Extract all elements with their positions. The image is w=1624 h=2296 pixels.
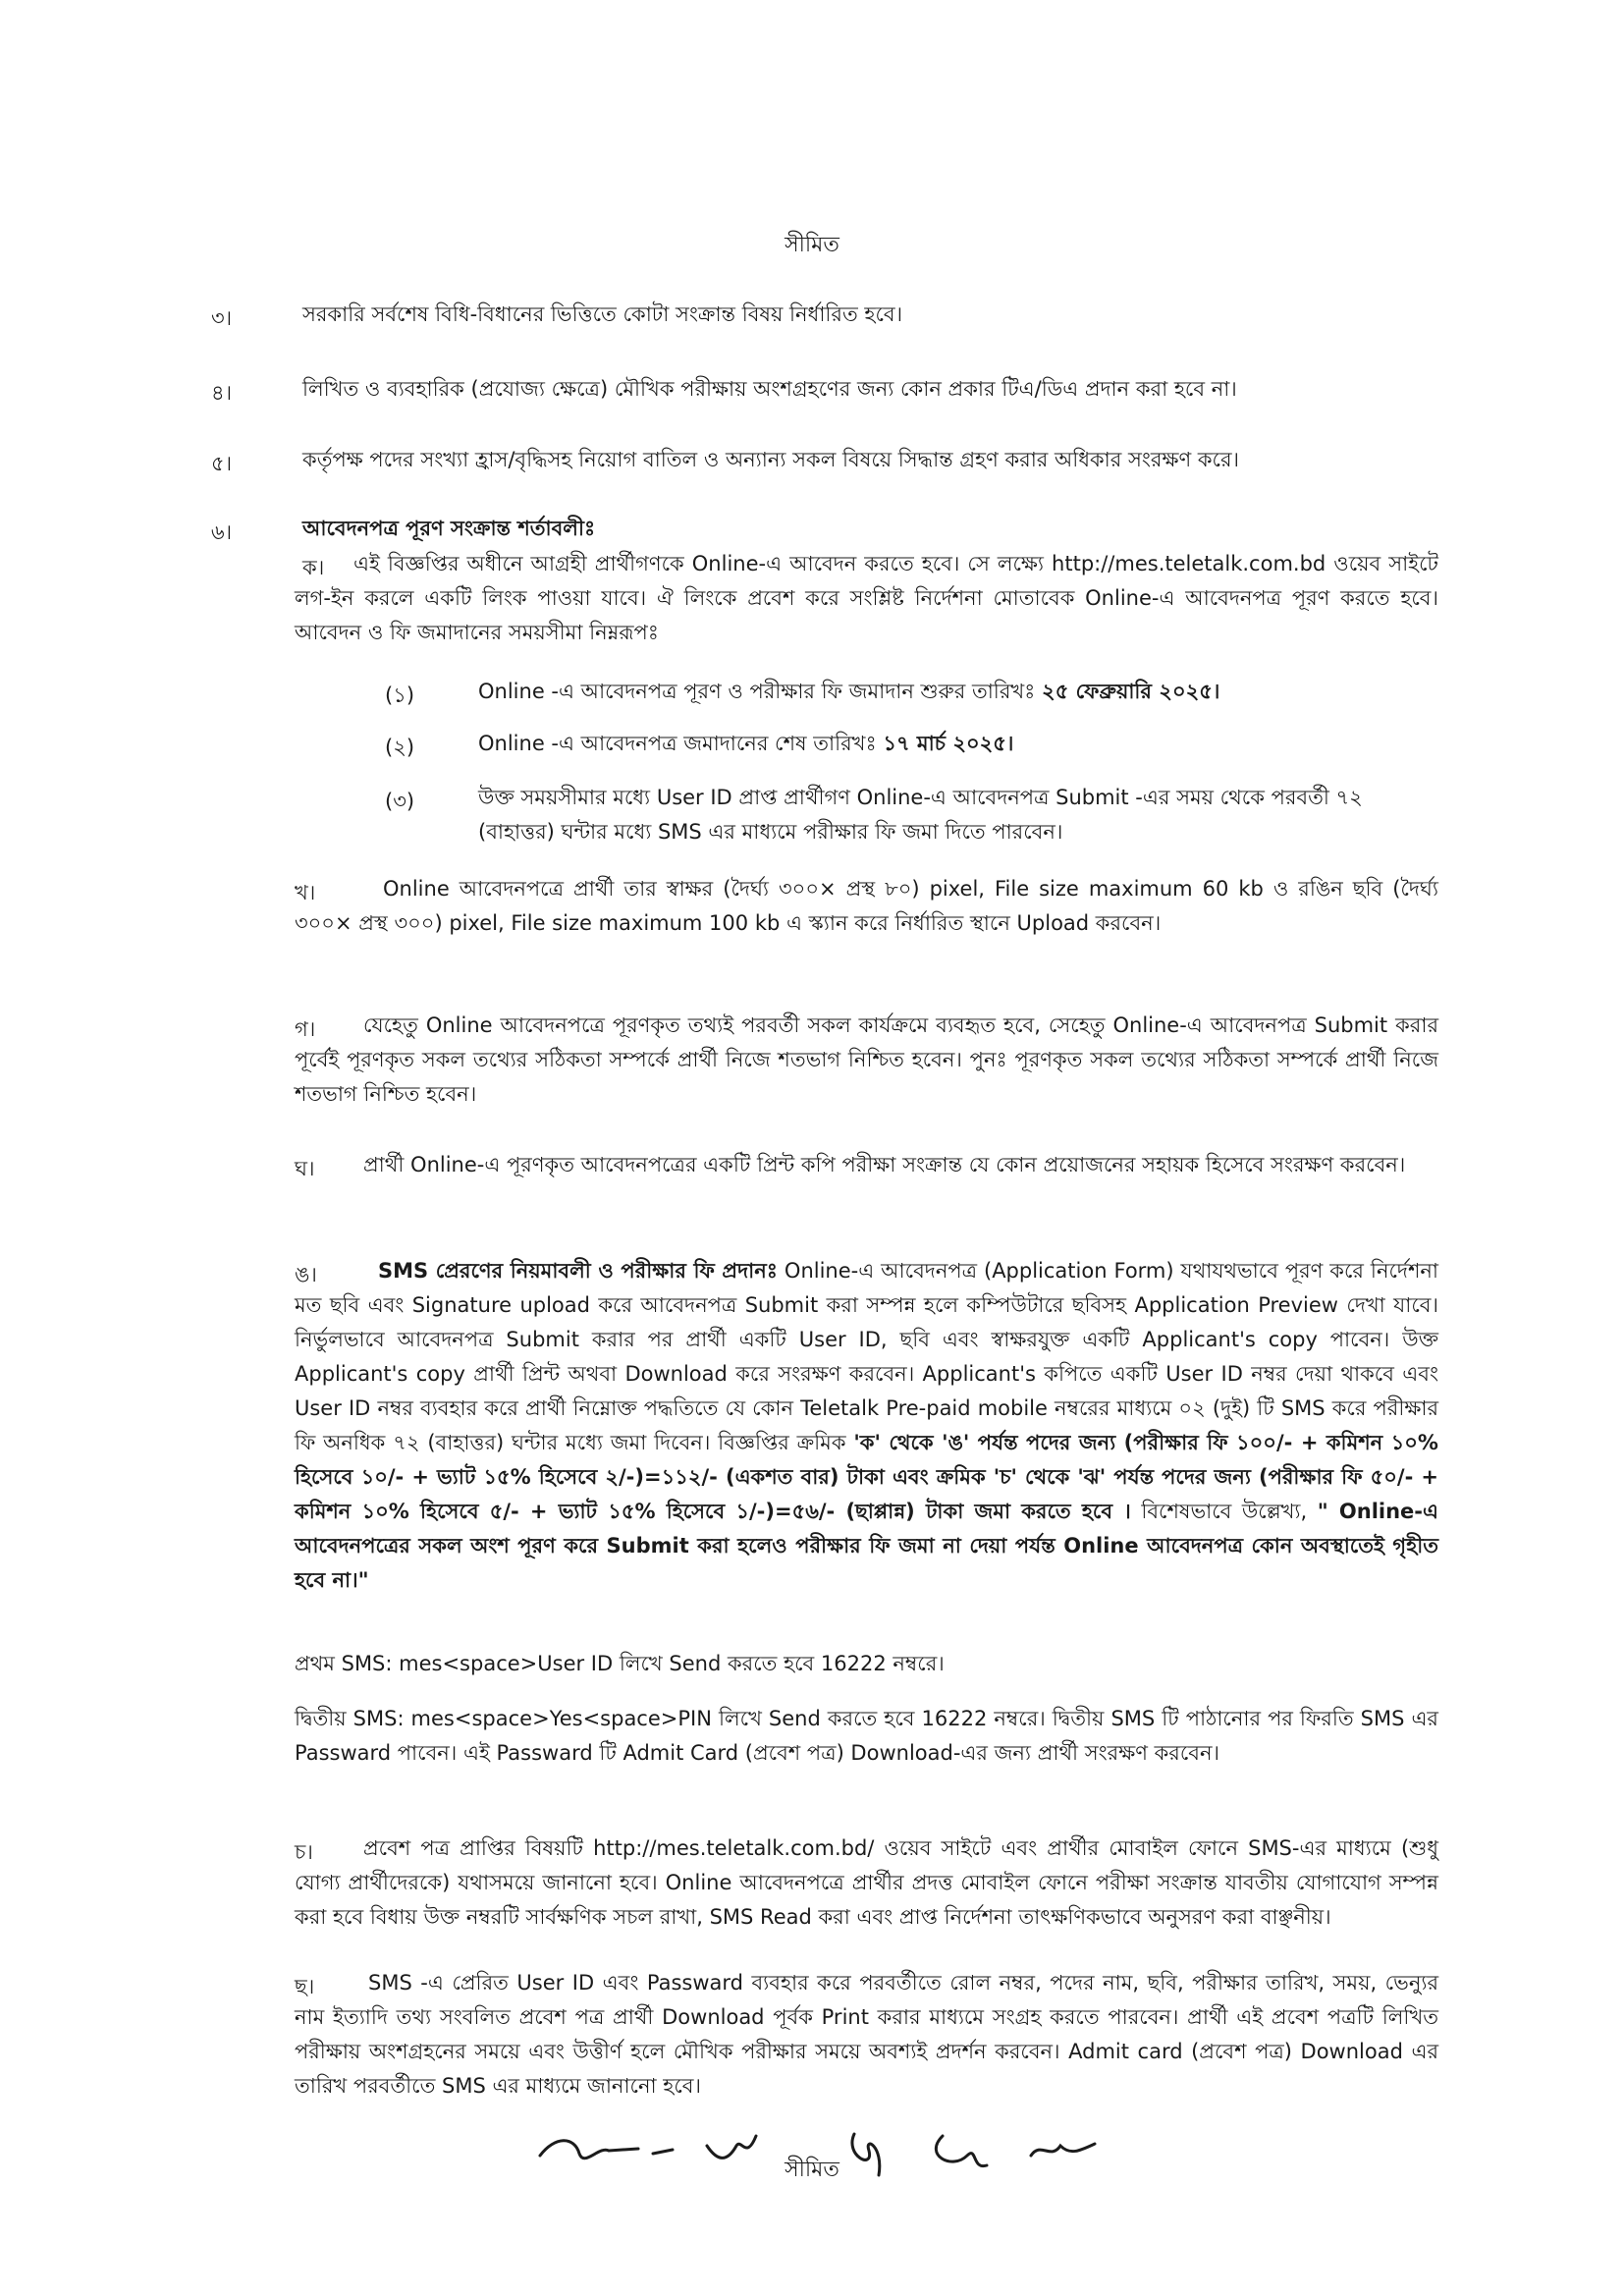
chha-text: SMS -এ প্রেরিত User ID এবং Passward ব্যবহার করে পরবর্তীতে রোল নম্বর, পদের নাম, ছবি, পরীক্ষার তারিখ, সময়, ভেন্যুর নাম ইত্যাদি তথ্য সংবলিত প্রবেশ পত্র প্রার্থী Download পূর্বক Print করার মাধ্যমে সংগ্রহ করতে পারবেন। প্রার্থী এই প্রবেশ পত্রটি লিখিত পরীক্ষায় অংশগ্রহনের সময়ে এবং উত্তীর্ণ হলে মৌখিক পরীক্ষার সময়ে অবশ্যই প্রদর্শন করবেন। Admit card (প্রবেশ পত্র) Download এর তারিখ পরবর্তীতে SMS এর মাধ্যমে জানানো হবে। [295,1971,1438,2098]
sub-2-label: Online -এ আবেদনপত্র জমাদানের শেষ তারিখঃ [478,732,877,755]
item-3-number: ৩। [211,306,233,330]
sub-2-date: ১৭ মার্চ ২০২৫। [883,732,1014,755]
uma-paragraph [295,1254,1438,1598]
item-5-number: ৫। [211,452,233,475]
ga-text: যেহেতু Online আবেদনপত্রে পূরণকৃত তথ্যই পরবর্তী সকল কার্যক্রমে ব্যবহৃত হবে, সেহেতু Online-এ আবেদনপত্র Submit করার পূর্বেই পূরণকৃত সকল তথ্যের সঠিকতা সম্পর্কে প্রার্থী নিজে শতভাগ নিশ্চিত হবেন। পুনঃ পূরণকৃত সকল তথ্যের সঠিকতা সম্পর্কে প্রার্থী নিজে শতভাগ নিশ্চিত হবেন। [295,1013,1438,1106]
sub-1-label: Online -এ আবেদনপত্র পূরণ ও পরীক্ষার ফি জমাদান শুরুর তারিখঃ [478,680,1036,703]
kha-text: Online আবেদনপত্রে প্রার্থী তার স্বাক্ষর (দৈর্ঘ্য ৩০০× প্রস্থ ৮০) pixel, File size maximum 60 kb ও রঙিন ছবি (দৈর্ঘ্য ৩০০× প্রস্থ ৩০০) pixel, File size maximum 100 kb এ স্ক্যান করে নির্ধারিত স্থানে Upload করবেন। [295,877,1438,935]
gha-text: প্রার্থী Online-এ পূরণকৃত আবেদনপত্রের একটি প্রিন্ট কপি পরীক্ষা সংক্রান্ত যে কোন প্রয়োজনের সহায়ক হিসেবে সংরক্ষণ করবেন। [363,1153,1406,1176]
classification-header: সীমিত [785,233,839,257]
item-4-number: ৪। [211,381,233,405]
sub-2-number: (২) [385,736,415,759]
gha-label: ঘ। [295,1157,315,1180]
uma-label: ঙ। [295,1263,317,1286]
section-6-number: ৬। [211,520,233,544]
section-6-title: আবেদনপত্র পূরণ সংক্রান্ত শর্তাবলীঃ [302,517,596,540]
item-5-text: কর্তৃপক্ষ পদের সংখ্যা হ্রাস/বৃদ্ধিসহ নিয়োগ বাতিল ও অন্যান্য সকল বিষয়ে সিদ্ধান্ত গ্রহণ করার অধিকার সংরক্ষণ করে। [302,448,1240,471]
item-4-text: লিখিত ও ব্যবহারিক (প্রযোজ্য ক্ষেত্রে) মৌখিক পরীক্ষায় অংশগ্রহণের জন্য কোন প্রকার টিএ/ডিএ প্রদান করা হবে না। [302,377,1237,401]
sub-3-text: উক্ত সময়সীমার মধ্যে User ID প্রাপ্ত প্রার্থীগণ Online-এ আবেদনপত্র Submit -এর সময় থেকে পরবর্তী ৭২ (বাহাত্তর) ঘন্টার মধ্যে SMS এর মাধ্যমে পরীক্ষার ফি জমা দিতে পারবেন। [478,786,1363,844]
item-3-text: সরকারি সর্বশেষ বিধি-বিধানের ভিত্তিতে কোটা সংক্রান্ত বিষয় নির্ধারিত হবে। [302,302,903,326]
uma-text: Online-এ আবেদনপত্র (Application Form) যথাযথভাবে পূরণ করে নির্দেশনা মত ছবি এবং Signature upload করে আবেদনপত্র Submit করা সম্পন্ন হলে কম্পিউটারে ছবিসহ Application Preview দেখা যাবে। নির্ভুলভাবে আবেদনপত্র Submit করার পর প্রার্থী একটি User ID, ছবি এবং স্বাক্ষরযুক্ত একটি Applicant's copy পাবেন। উক্ত Applicant's copy প্রার্থী প্রিন্ট অথবা Download করে সংরক্ষণ করবেন। Applicant's কপিতে একটি User ID নম্বর দেয়া থাকবে এবং User ID নম্বর ব্যবহার করে প্রার্থী নিম্নোক্ত পদ্ধতিতে যে কোন Teletalk Pre-paid mobile নম্বরের মাধ্যমে ০২ (দুই) টি SMS করে পরীক্ষার ফি অনধিক ৭২ (বাহাত্তর) ঘন্টার মধ্যে জমা দিবেন। বিজ্ঞপ্তির ক্রমিক [295,1259,1438,1454]
sms-first-instruction: প্রথম SMS: mes<space>User ID লিখে Send করতে হবে 16222 নম্বরে। [295,1652,945,1675]
uma-title: SMS প্রেরণের নিয়মাবলী ও পরীক্ষার ফি প্রদানঃ [378,1259,778,1283]
uma-note: " Online-এ আবেদনপত্রের সকল অংশ পূরণ করে Submit করা হলেও পরীক্ষার ফি জমা না দেয়া পর্যন্ত Online আবেদনপত্র কোন অবস্থাতেই গৃহীত হবে না।" [295,1500,1438,1592]
ka-label: ক। [302,556,325,579]
sub-2-text [478,727,1435,761]
ga-label: গ। [295,1017,316,1041]
chha-label: ছ। [295,1975,315,1998]
uma-note-lead: বিশেষভাবে উল্লেখ্য, [1141,1500,1308,1523]
classification-footer: সীমিত [785,2158,839,2182]
uma-fees: 'ক' থেকে 'ঙ' পর্যন্ত পদের জন্য (পরীক্ষার ফি ১০০/- + কমিশন ১০% হিসেবে ১০/- + ভ্যাট ১৫% হিসেবে ২/-)=১১২/- (একশত বার) টাকা এবং ক্রমিক 'চ' থেকে 'ঝ' পর্যন্ত পদের জন্য (পরীক্ষার ফি ৫০/- + কমিশন ১০% হিসেবে ৫/- + ভ্যাট ১৫% হিসেবে ১/-)=৫৬/- (ছাপ্পান্ন) টাকা জমা করতে হবে । [295,1431,1438,1523]
cha-text: প্রবেশ পত্র প্রাপ্তির বিষয়টি http://mes.teletalk.com.bd/ ওয়েব সাইটে এবং প্রার্থীর মোবাইল ফোনে SMS-এর মাধ্যমে (শুধু যোগ্য প্রার্থীদেরকে) যথাসময়ে জানানো হবে। Online আবেদনপত্রে প্রার্থীর প্রদত্ত মোবাইল ফোনে পরীক্ষা সংক্রান্ত যাবতীয় যোগাযোগ সম্পন্ন করা হবে বিধায় উক্ত নম্বরটি সার্বক্ষণিক সচল রাখা, SMS Read করা এবং প্রাপ্ত নির্দেশনা তাৎক্ষণিকভাবে অনুসরণ করা বাঞ্ছনীয়। [295,1836,1438,1929]
sub-1-date: ২৫ ফেব্রুয়ারি ২০২৫। [1042,680,1220,703]
ka-text: এই বিজ্ঞপ্তির অধীনে আগ্রহী প্রার্থীগণকে Online-এ আবেদন করতে হবে। সে লক্ষ্যে http://mes.teletalk.com.bd ওয়েব সাইটে লগ-ইন করলে একটি লিংক পাওয়া যাবে। ঐ লিংকে প্রবেশ করে সংশ্লিষ্ট নির্দেশনা মোতাবেক Online-এ আবেদনপত্র পূরণ করতে হবে। আবেদন ও ফি জমাদানের সময়সীমা নিম্নরূপঃ [295,552,1438,644]
sub-3-number: (৩) [385,790,415,813]
sub-1-text [478,675,1435,709]
sub-1-number: (১) [385,683,415,707]
sms-second-instruction: দ্বিতীয় SMS: mes<space>Yes<space>PIN লিখে Send করতে হবে 16222 নম্বরে। দ্বিতীয় SMS টি পাঠানোর পর ফিরতি SMS এর Passward পাবেন। এই Passward টি Admit Card (প্রবেশ পত্র) Download-এর জন্য প্রার্থী সংরক্ষণ করবেন। [295,1707,1438,1765]
kha-label: খ। [295,881,316,904]
cha-label: চ। [295,1840,313,1864]
